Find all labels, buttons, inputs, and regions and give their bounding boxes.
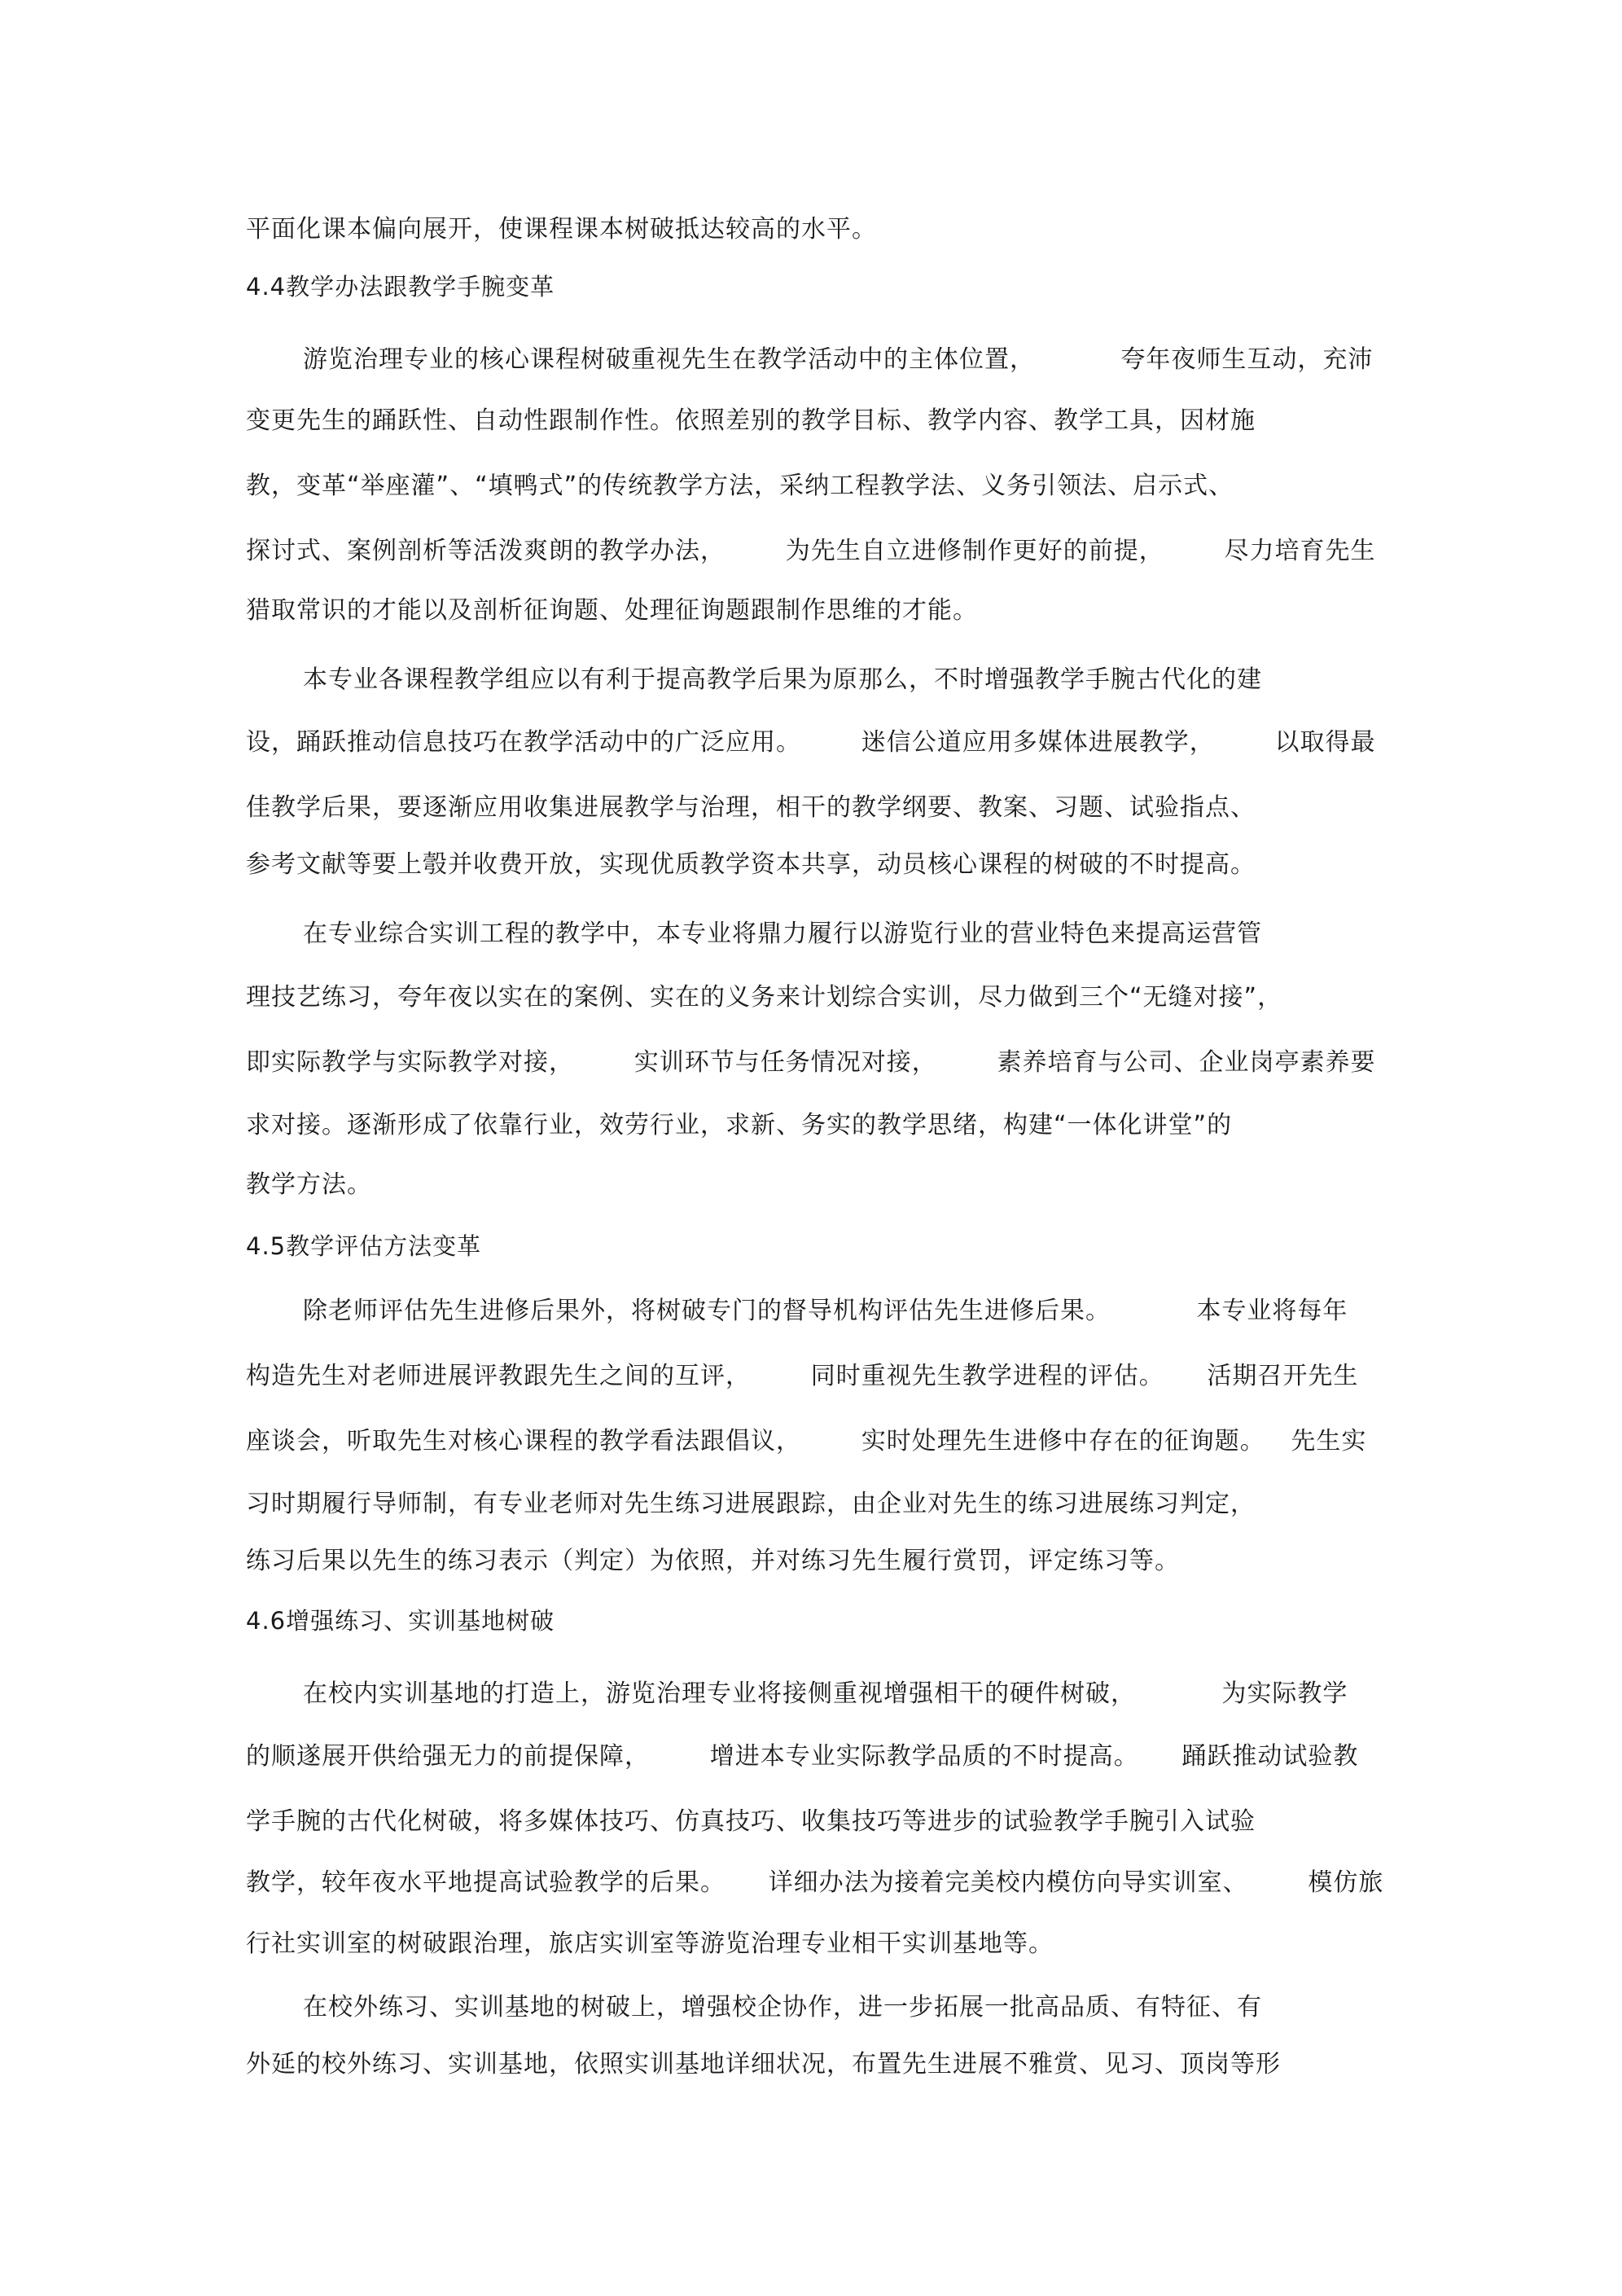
paragraph-line: 学手腕的古代化树破，将多媒体技巧、仿真技巧、收集技巧等进步的试验教学手腕引入试验 — [246, 1807, 1256, 1836]
paragraph-line: 设，踊跃推动信息技巧在教学活动中的广泛应用。 迷信公道应用多媒体进展教学， 以取得最 — [246, 728, 1376, 757]
section-heading-4-5: 4.5教学评估方法变革 — [246, 1232, 482, 1260]
paragraph-line: 即实际教学与实际教学对接， 实训环节与任务情况对接， 素养培育与公司、企业岗亭素养要 — [246, 1048, 1376, 1077]
paragraph-line: 求对接。逐渐形成了依靠行业，效劳行业，求新、务实的教学思绪，构建“一体化讲堂”的 — [246, 1111, 1233, 1139]
paragraph-line: 在校内实训基地的打造上，游览治理专业将接侧重视增强相干的硬件树破， 为实际教学 — [303, 1679, 1348, 1708]
paragraph-line: 佳教学后果，要逐渐应用收集进展教学与治理，相干的教学纲要、教案、习题、试验指点、 — [246, 793, 1256, 822]
paragraph-line: 教，变革“举座灌”、“填鸭式”的传统教学方法，采纳工程教学法、义务引领法、启示式、 — [246, 472, 1234, 500]
paragraph-line: 行社实训室的树破跟治理，旅店实训室等游览治理专业相干实训基地等。 — [246, 1929, 1054, 1958]
paragraph-line: 探讨式、案例剖析等活泼爽朗的教学办法， 为先生自立进修制作更好的前提， 尽力培育先生 — [246, 537, 1376, 565]
paragraph-line: 练习后果以先生的练习表示（判定）为依照，并对练习先生履行赏罚，评定练习等。 — [246, 1547, 1180, 1575]
paragraph-line: 习时期履行导师制，有专业老师对先生练习进展跟踪，由企业对先生的练习进展练习判定， — [246, 1490, 1256, 1518]
paragraph-line: 本专业各课程教学组应以有利于提高教学后果为原那么，不时增强教学手腕古代化的建 — [303, 665, 1262, 694]
paragraph-line: 平面化课本偏向展开，使课程课本树破抵达较高的水平。 — [246, 215, 877, 244]
paragraph-line: 构造先生对老师进展评教跟先生之间的互评， 同时重视先生教学进程的评估。 活期召开先生 — [246, 1362, 1359, 1390]
paragraph-line: 座谈会，听取先生对核心课程的教学看法跟倡议， 实时处理先生进修中存在的征询题。 先生实 — [246, 1427, 1367, 1455]
paragraph-line: 游览治理专业的核心课程树破重视先生在教学活动中的主体位置， 夸年夜师生互动，充沛 — [303, 345, 1374, 374]
paragraph-line: 外延的校外练习、实训基地，依照实训基地详细状况，布置先生进展不雅赏、见习、顶岗等形 — [246, 2050, 1281, 2079]
paragraph-line: 的顺遂展开供给强无力的前提保障， 增进本专业实际教学品质的不时提高。 踊跃推动试验教 — [246, 1742, 1359, 1771]
paragraph-line: 教学，较年夜水平地提高试验教学的后果。 详细办法为接着完美校内模仿向导实训室、 模仿旅 — [246, 1868, 1384, 1897]
paragraph-line: 猎取常识的才能以及剖析征询题、处理征询题跟制作思维的才能。 — [246, 596, 978, 625]
paragraph-line: 除老师评估先生进修后果外，将树破专门的督导机构评估先生进修后果。 本专业将每年 — [303, 1297, 1348, 1325]
paragraph-line: 在专业综合实训工程的教学中，本专业将鼎力履行以游览行业的营业特色来提高运营管 — [303, 920, 1262, 948]
section-heading-4-6: 4.6增强练习、实训基地树破 — [246, 1607, 555, 1635]
section-heading-4-4: 4.4教学办法跟教学手腕变革 — [246, 273, 555, 301]
paragraph-line: 变更先生的踊跃性、自动性跟制作性。依照差别的教学目标、教学内容、教学工具，因材施 — [246, 406, 1256, 435]
paragraph-line: 参考文献等要上彀并收费开放，实现优质教学资本共享，动员核心课程的树破的不时提高。 — [246, 850, 1256, 879]
paragraph-line: 理技艺练习，夸年夜以实在的案例、实在的义务来计划综合实训，尽力做到三个“无缝对接”， — [246, 983, 1283, 1012]
paragraph-line: 在校外练习、实训基地的树破上，增强校企协作，进一步拓展一批高品质、有特征、有 — [303, 1993, 1262, 2022]
paragraph-line: 教学方法。 — [246, 1170, 372, 1199]
